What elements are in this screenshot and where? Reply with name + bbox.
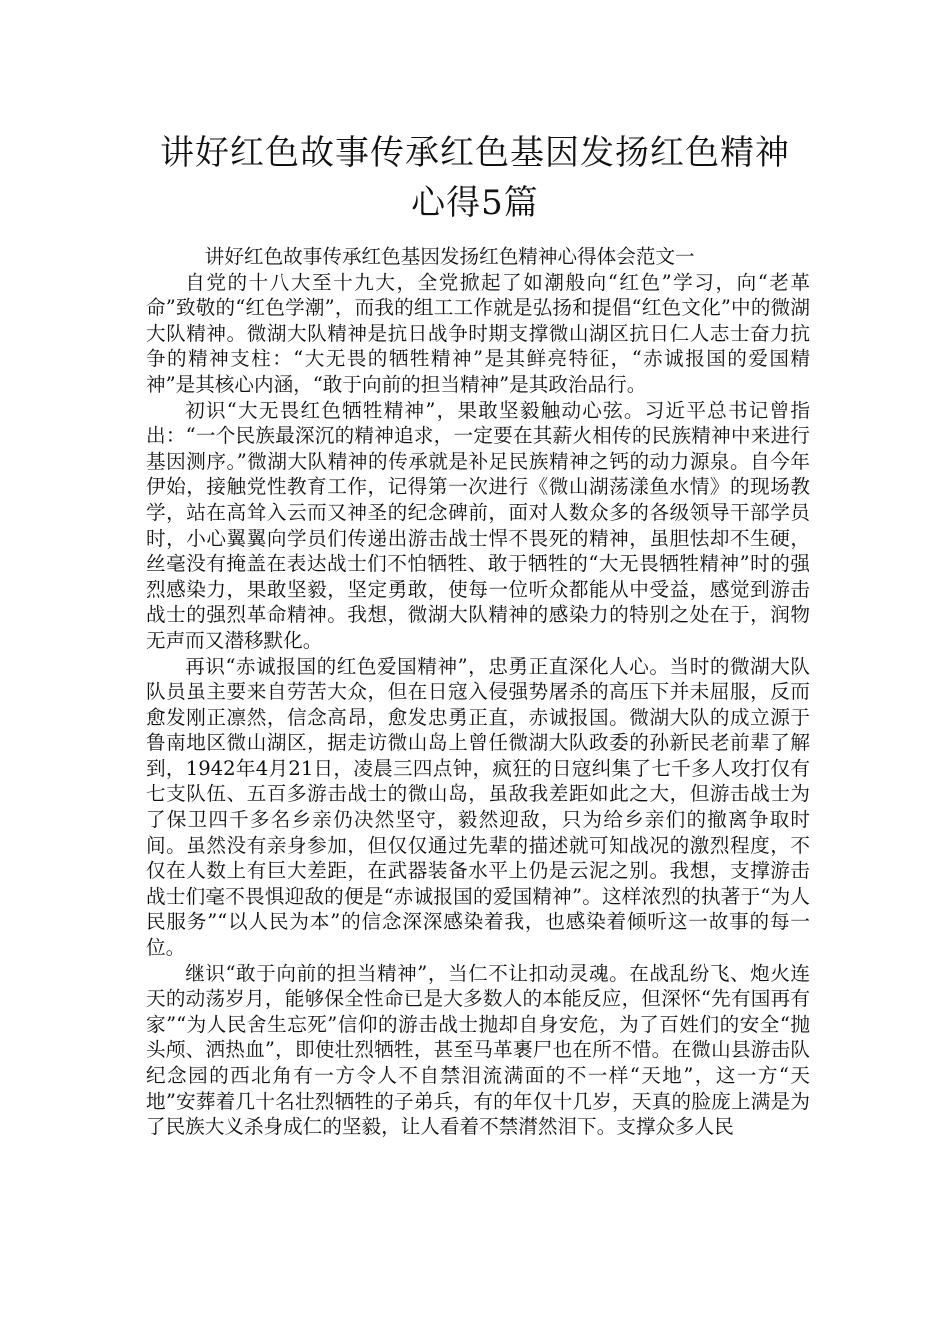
title-line-2: 心得5篇 bbox=[411, 183, 539, 223]
paragraph-4: 继识“敢于向前的担当精神”，当仁不让扣动灵魂。在战乱纷飞、炮火连天的动荡岁月，能够保全性命已是大多数人的本能反应，但深怀“先有国再有家”“为人民舍生忘死”信仰的游击战士抛却自身安危，为了百姓们的安全“抛头颅、洒热血”，即使壮烈牺牲，甚至马革裹尸也在所不惜。在微山县游击队纪念园的西北角有一方令人不自禁泪流满面的不一样“天地”，这一方“天地”安葬着几十名壮烈牺牲的子弟兵，有的年仅十几岁，天真的脸庞上满是为了民族大义杀身成仁的坚毅，让人看着不禁潸然泪下。支撑众多人民 bbox=[146, 961, 810, 1139]
document-body bbox=[146, 244, 810, 1140]
title-line-1: 讲好红色故事传承红色基因发扬红色精神 bbox=[160, 133, 790, 173]
paragraph-1: 自党的十八大至十九大，全党掀起了如潮般向“红色”学习，向“老革命”致敬的“红色学潮”，而我的组工工作就是弘扬和提倡“红色文化”中的微湖大队精神。微湖大队精神是抗日战争时期支撑微山湖区抗日仁人志士奋力抗争的精神支柱：“大无畏的牺牲精神”是其鲜亮特征，“赤诚报国的爱国精神”是其核心内涵，“敢于向前的担当精神”是其政治品行。 bbox=[146, 270, 810, 396]
document-title bbox=[120, 128, 830, 228]
paragraph-3: 再识“赤诚报国的红色爱国精神”，忠勇正直深化人心。当时的微湖大队队员虽主要来自劳苦大众，但在日寇入侵强势屠杀的高压下并未屈服，反而愈发刚正凛然，信念高昂，愈发忠勇正直，赤诚报国。微湖大队的成立源于鲁南地区微山湖区，据走访微山岛上曾任微湖大队政委的孙新民老前辈了解到，1942年4月21日，凌晨三四点钟，疯狂的日寇纠集了七千多人攻打仅有七支队伍、五百多游击战士的微山岛，虽敌我差距如此之大，但游击战士为了保卫四千多名乡亲仍决然坚守，毅然迎敌，只为给乡亲们的撤离争取时间。虽然没有亲身参加，但仅仅通过先辈的描述就可知战况的激烈程度，不仅在人数上有巨大差距，在武器装备水平上仍是云泥之别。我想，支撑游击战士们毫不畏惧迎敌的便是“赤诚报国的爱国精神”。这样浓烈的执著于“为人民服务”“以人民为本”的信念深深感染着我，也感染着倾听这一故事的每一位。 bbox=[146, 654, 810, 960]
document-subtitle: 讲好红色故事传承红色基因发扬红色精神心得体会范文一 bbox=[204, 245, 695, 268]
paragraph-2: 初识“大无畏红色牺牲精神”，果敢坚毅触动心弦。习近平总书记曾指出：“一个民族最深沉的精神追求，一定要在其薪火相传的民族精神中来进行基因测序。”微湖大队精神的传承就是补足民族精神之钙的动力源泉。自今年伊始，接触党性教育工作，记得第一次进行《微山湖荡漾鱼水情》的现场教学，站在高耸入云而又神圣的纪念碑前，面对人数众多的各级领导干部学员时，小心翼翼向学员们传递出游击战士悍不畏死的精神，虽胆怯却不生硬，丝毫没有掩盖在表达战士们不怕牺牲、敢于牺牲的“大无畏牺牲精神”时的强烈感染力，果敢坚毅，坚定勇敢，使每一位听众都能从中受益，感觉到游击战士的强烈革命精神。我想，微湖大队精神的感染力的特别之处在于，润物无声而又潜移默化。 bbox=[146, 398, 810, 652]
